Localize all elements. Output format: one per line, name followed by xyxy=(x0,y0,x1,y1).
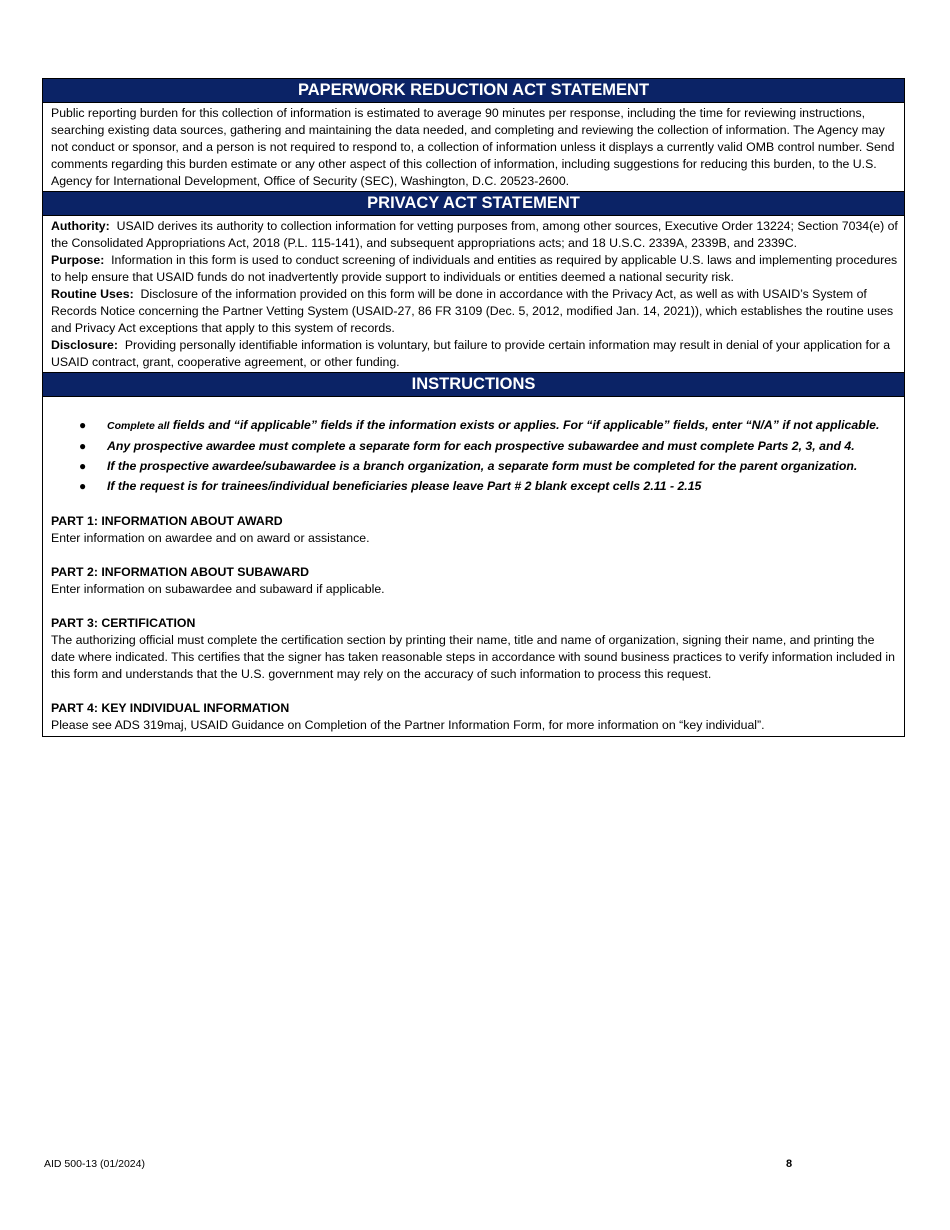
part-text: Enter information on subawardee and subaward if applicable. xyxy=(51,582,385,596)
privacy-purpose: Purpose: Information in this form is used to conduct screening of individuals and entities as required by applicable U.S. laws and implementing procedures to help ensure that USAID funds do not inadvertently provide support to individuals or entities deemed a national security risk. xyxy=(51,253,898,284)
part-text: Please see ADS 319maj, USAID Guidance on Completion of the Partner Information Form, for more information on “key individual”. xyxy=(51,718,765,732)
privacy-routine-uses: Routine Uses: Disclosure of the information provided on this form will be done in accordance with the Privacy Act, as well as with USAID’s System of Records Notice concerning the Partner Vetting System (USAID-27, 86 FR 3109 (Dec. 5, 2012, modified Jan. 14, 2021)), which establishes the routine uses and Privacy Act exceptions that apply to this system of records. xyxy=(51,287,894,335)
paperwork-text: Public reporting burden for this collection of information is estimated to average 90 minutes per response, including the time for reviewing instructions, searching existing data sources, gathering and maintaining the data needed, and completing and reviewing the collection of information. The Agency may not conduct or sponsor, and a person is not required to respond to, a collection of information unless it displays a currently valid OMB control number. Send comments regarding this burden estimate or any other aspect of this collection of information, including suggestions for reducing this burden, to the U.S. Agency for International Development, Office of Security (SEC), Washington, D.C. 20523-2600. xyxy=(51,106,895,188)
bullet-item: ● Complete all fields and “if applicable” fields if the information exists or applies. For “if applicable” fields, enter “N/A” if not applicable. xyxy=(51,415,898,436)
paperwork-body xyxy=(43,103,904,192)
part-title: PART 3: CERTIFICATION xyxy=(51,616,196,630)
instructions-bullets xyxy=(51,415,898,496)
part-2 xyxy=(51,564,898,598)
instructions-header: INSTRUCTIONS xyxy=(43,373,904,397)
part-text: The authorizing official must complete the certification section by printing their name, title and name of organization, signing their name, and printing the date where indicated. This certifies that the signer has taken reasonable steps in accordance with sound business practices to verify information included in this form and understands that the U.S. government may rely on the accuracy of such information to process this request. xyxy=(51,633,895,681)
bullet-icon: ● xyxy=(79,479,87,493)
part-text: Enter information on awardee and on award or assistance. xyxy=(51,531,370,545)
part-title: PART 4: KEY INDIVIDUAL INFORMATION xyxy=(51,701,290,715)
privacy-body xyxy=(43,216,904,373)
part-4 xyxy=(51,700,898,734)
instructions-body xyxy=(43,397,904,736)
part-title: PART 1: INFORMATION ABOUT AWARD xyxy=(51,514,283,528)
bullet-item: ● Any prospective awardee must complete a separate form for each prospective subawardee and must complete Parts 2, 3, and 4. xyxy=(51,436,898,456)
form-container xyxy=(42,78,905,737)
bullet-item: ● If the request is for trainees/individual beneficiaries please leave Part # 2 blank except cells 2.11 - 2.15 xyxy=(51,476,898,496)
part-1 xyxy=(51,513,898,547)
privacy-authority: Authority: USAID derives its authority to collection information for vetting purposes from, among other sources, Executive Order 13224; Section 7034(e) of the Consolidated Appropriations Act, 2018 (P.L. 115-141), and subsequent appropriations acts; and 18 U.S.C. 2339A, 2339B, and 2339C. xyxy=(51,219,898,250)
bullet-icon: ● xyxy=(79,459,87,473)
form-id: AID 500-13 (01/2024) xyxy=(44,1158,145,1170)
part-title: PART 2: INFORMATION ABOUT SUBAWARD xyxy=(51,565,309,579)
privacy-disclosure: Disclosure: Providing personally identifiable information is voluntary, but failure to provide certain information may result in denial of your application for a USAID contract, grant, cooperative agreement, or other funding. xyxy=(51,338,891,369)
part-3 xyxy=(51,615,898,683)
page-number: 8 xyxy=(786,1158,793,1170)
privacy-header: PRIVACY ACT STATEMENT xyxy=(43,192,904,216)
bullet-item: ● If the prospective awardee/subawardee is a branch organization, a separate form must be completed for the parent organization. xyxy=(51,456,898,476)
paperwork-header: PAPERWORK REDUCTION ACT STATEMENT xyxy=(43,79,904,103)
bullet-icon: ● xyxy=(79,439,87,453)
bullet-icon: ● xyxy=(79,418,87,432)
